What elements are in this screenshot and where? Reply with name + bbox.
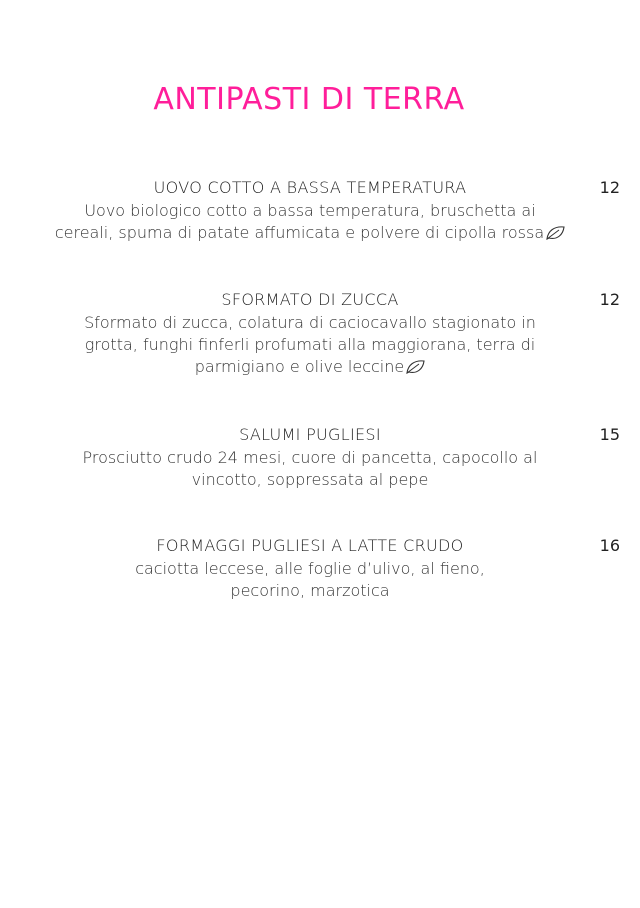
description-line: parmigiano e olive leccine [194,357,405,376]
menu-item-name: FORMAGGI PUGLIESI A LATTE CRUDO [156,536,464,555]
description-line: cereali, spuma di patate affumicata e polvere di cipolla rossa [54,223,545,242]
leaf-icon [545,225,565,241]
section-title: ANTIPASTI DI TERRA [153,82,465,117]
description-line: vincotto, soppressata al pepe [191,470,429,489]
menu-item-description [40,312,580,378]
description-line: caciotta leccese, alle foglie d’ulivo, al fieno, [135,559,485,578]
menu-item-description [40,447,580,491]
menu-item-description [40,558,580,602]
menu-item-price: 12 [599,178,620,197]
description-line: Prosciutto crudo 24 mesi, cuore di pancetta, capocollo al [82,448,538,467]
menu-item-description [40,200,580,244]
menu-item-name: UOVO COTTO A BASSA TEMPERATURA [153,178,467,197]
menu-item-price: 12 [599,290,620,309]
menu-item-name: SFORMATO DI ZUCCA [221,290,399,309]
menu-item-name: SALUMI PUGLIESI [239,425,381,444]
description-line: grotta, funghi finferli profumati alla maggiorana, terra di [84,335,536,354]
menu-item-price: 15 [599,425,620,444]
menu-item-price: 16 [599,536,620,555]
leaf-icon [405,359,425,375]
description-line: pecorino, marzotica [230,581,390,600]
description-line: Uovo biologico cotto a bassa temperatura, bruschetta ai [84,201,536,220]
description-line: Sformato di zucca, colatura di caciocavallo stagionato in [84,313,536,332]
